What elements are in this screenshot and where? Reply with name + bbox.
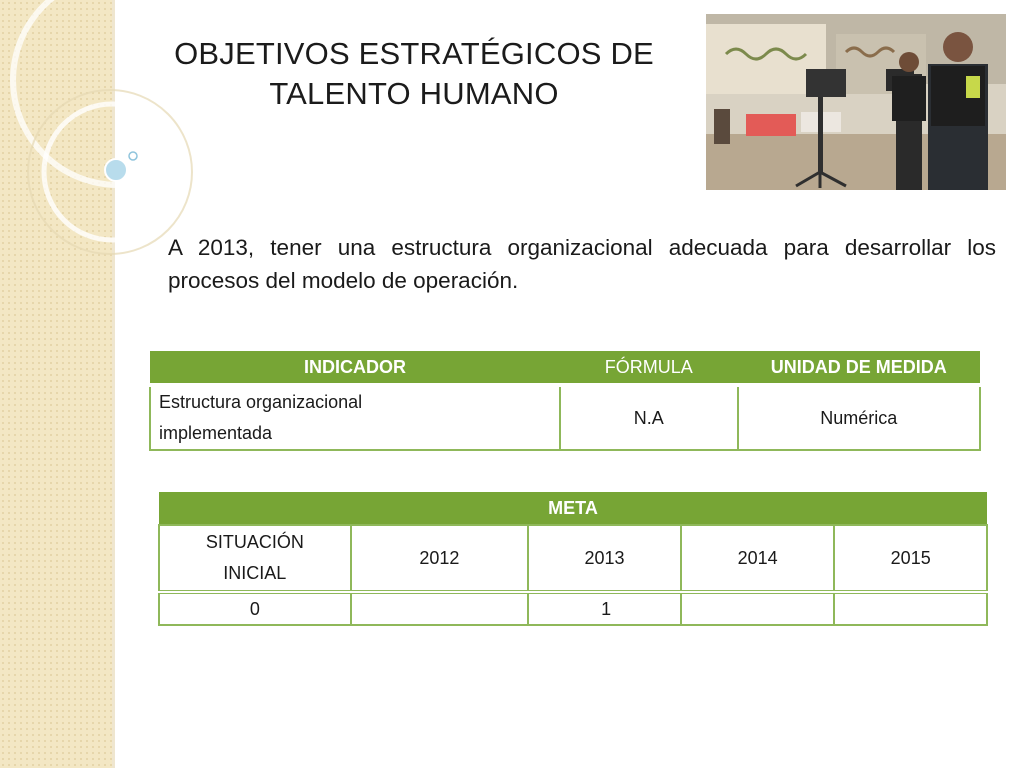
- indicator-table: [149, 351, 981, 451]
- initial-situation-cell: [159, 525, 351, 592]
- objective-statement: A 2013, tener una estructura organizacional adecuada para desarrollar los procesos del modelo de operación.: [168, 235, 996, 293]
- initial-line-1: SITUACIÓN: [205, 532, 304, 552]
- year-cell-2015: 2015: [834, 525, 987, 592]
- initial-line-2: INICIAL: [223, 563, 287, 583]
- tv-studio-illustration: [706, 14, 1006, 190]
- header-unit: UNIDAD DE MEDIDA: [738, 351, 980, 385]
- unit-cell: Numérica: [738, 385, 980, 450]
- year-cell-2014: 2014: [681, 525, 835, 592]
- value-2014: [681, 592, 835, 625]
- goal-years-row: [159, 525, 987, 592]
- indicator-cell: [150, 385, 560, 450]
- indicator-line-1: Estructura organizacional: [159, 392, 363, 412]
- value-2013: 1: [528, 592, 681, 625]
- title-line-2: TALENTO HUMANO: [269, 76, 559, 111]
- goal-values-row: [159, 592, 987, 625]
- goal-table-header-row: [159, 492, 987, 525]
- value-2012: [351, 592, 528, 625]
- header-goal: META: [159, 492, 987, 525]
- year-cell-2013: 2013: [528, 525, 681, 592]
- value-2015: [834, 592, 987, 625]
- table-row: [150, 385, 980, 450]
- formula-cell: N.A: [560, 385, 738, 450]
- header-formula: FÓRMULA: [560, 351, 738, 385]
- title-line-1: OBJETIVOS ESTRATÉGICOS DE: [174, 36, 654, 71]
- goal-table: [158, 492, 988, 626]
- indicator-line-2: implementada: [159, 423, 273, 443]
- year-cell-2012: 2012: [351, 525, 528, 592]
- value-initial: 0: [159, 592, 351, 625]
- header-indicator: INDICADOR: [150, 351, 560, 385]
- indicator-table-header-row: [150, 351, 980, 385]
- tv-studio-photo: [706, 14, 1006, 190]
- slide-title: [136, 34, 692, 114]
